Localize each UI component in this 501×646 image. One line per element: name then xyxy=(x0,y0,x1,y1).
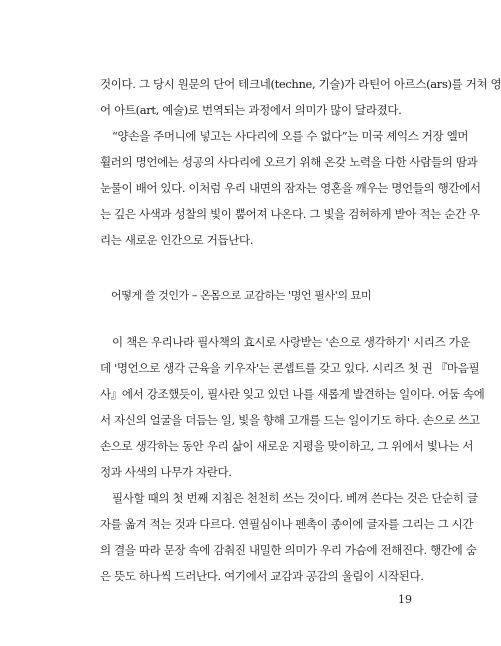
paragraph-line: 정과 사색의 나무가 자란다. xyxy=(100,465,232,479)
paragraph-line: 는 깊은 사색과 성찰의 빛이 뿜어져 나온다. 그 빛을 검허하게 받아 적는 순간 우 xyxy=(100,207,480,221)
paragraph-line: 어 아트(art, 예술)로 번역되는 과정에서 의미가 많이 달라졌다. xyxy=(100,103,402,117)
paragraph-line: 은 뜻도 하나씩 드러난다. 여기에서 교감과 공감의 울림이 시작된다. xyxy=(100,569,424,583)
paragraph-line: 서 자신의 얼굴을 더듬는 일, 빛을 향해 고개를 드는 일이기도 하다. 손으로 쓰고 xyxy=(100,413,480,427)
paragraph-line: 눈물이 배어 있다. 이처럼 우리 내면의 잠자는 영혼을 깨우는 명언들의 행간에서 xyxy=(100,181,481,195)
paragraph-line: 데 '명언으로 생각 근육을 키우자'는 콘셉트를 갖고 있다. 시리즈 첫 권 『마음필 xyxy=(100,361,480,375)
paragraph-line: 이 책은 우리나라 필사책의 효시로 사랑받는 '손으로 생각하기' 시리즈 가운 xyxy=(112,335,471,349)
paragraph-line: 사』에서 강조했듯이, 필사란 잊고 있던 나를 새롭게 발견하는 일이다. 어둠 속에 xyxy=(100,387,485,401)
paragraph-line: 필사할 때의 첫 번째 지침은 천천히 쓰는 것이다. 베껴 쓴다는 것은 단순히 글 xyxy=(112,491,478,505)
paragraph-line: 리는 새로운 인간으로 거듭난다. xyxy=(100,233,254,247)
section-title: 어떻게 쓸 것인가 – 온몸으로 교감하는 '명언 필사'의 묘미 xyxy=(111,289,372,302)
paragraph-line: “양손을 주머니에 넣고는 사다리에 오를 수 없다”는 미국 셰익스 거장 엘머 xyxy=(112,129,469,143)
paragraph-line: 의 결을 따라 문장 속에 감춰진 내밀한 의미가 우리 가슴에 전해진다. 행간에 숨 xyxy=(100,543,477,557)
paragraph-line: 자를 옮겨 적는 것과 다르다. 연필심이나 펜촉이 종이에 글자를 그리는 그 시간 xyxy=(100,517,474,531)
page-number: 19 xyxy=(398,593,412,606)
paragraph-line: 것이다. 그 당시 원문의 단어 테크네(techne, 기술)가 라틴어 아르스(ars)를 거쳐 영 xyxy=(100,77,501,91)
paragraph-line: 휠러의 명언에는 성공의 사다리에 오르기 위해 온갖 노력을 다한 사람들의 땀과 xyxy=(100,155,478,169)
paragraph-line: 손으로 생각하는 동안 우리 삶이 새로운 지평을 맞이하고, 그 위에서 빛나는 서 xyxy=(100,439,474,453)
